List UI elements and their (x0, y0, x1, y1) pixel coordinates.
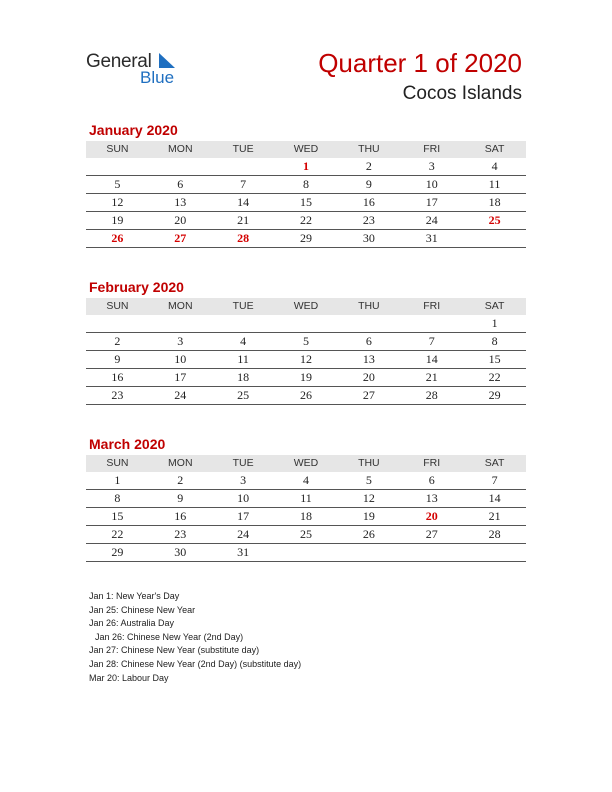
holiday-note: Jan 25: Chinese New Year (89, 604, 196, 615)
day-cell: 5 (114, 177, 121, 191)
day-cell: 3 (428, 159, 435, 173)
week-row (86, 508, 526, 526)
day-cell: 22 (111, 527, 124, 541)
week-row (86, 387, 526, 405)
day-cell: 14 (425, 352, 438, 366)
weekday-header (86, 141, 526, 158)
day-cell: 18 (237, 370, 250, 384)
week-row (86, 544, 526, 562)
day-cell: 19 (362, 509, 375, 523)
week-row (86, 194, 526, 212)
week-row (86, 158, 526, 176)
day-cell: 7 (428, 334, 435, 348)
weekday-label: TUE (232, 457, 254, 469)
month-name: March 2020 (89, 436, 166, 452)
day-cell: 4 (491, 159, 498, 173)
week-row (86, 472, 526, 490)
day-cell (400, 544, 463, 561)
day-cell: 1 (114, 473, 121, 487)
holiday-note: Jan 26: Chinese New Year (2nd Day) (95, 631, 244, 642)
week-row (86, 490, 526, 508)
day-cell: 20 (362, 370, 375, 384)
day-cell: 20 (425, 509, 438, 523)
day-cell: 22 (488, 370, 501, 384)
day-cell: 28 (488, 527, 501, 541)
day-cell: 30 (362, 231, 375, 245)
day-cell: 29 (300, 231, 312, 245)
day-cell (149, 315, 212, 332)
day-cell: 1 (491, 316, 498, 330)
day-cell (86, 158, 149, 175)
day-cell: 15 (111, 509, 124, 523)
day-cell: 28 (425, 388, 438, 402)
day-cell: 13 (174, 195, 187, 209)
day-cell: 6 (428, 473, 435, 487)
weekday-label: MON (168, 143, 193, 155)
day-cell: 29 (488, 388, 501, 402)
day-cell: 17 (425, 195, 438, 209)
weekday-label: FRI (423, 143, 441, 155)
day-cell: 22 (300, 213, 312, 227)
day-cell (400, 315, 463, 332)
day-cell: 18 (300, 509, 312, 523)
day-cell: 31 (237, 545, 250, 559)
day-cell: 8 (491, 334, 498, 348)
day-cell: 9 (177, 491, 184, 505)
weekday-label: SUN (106, 143, 129, 155)
day-cell: 13 (425, 491, 438, 505)
day-cell: 27 (425, 527, 438, 541)
day-cell: 24 (425, 213, 438, 227)
day-cell: 14 (488, 491, 501, 505)
page-subtitle: Cocos Islands (402, 83, 522, 104)
day-cell: 16 (111, 370, 124, 384)
weekday-label: MON (168, 457, 193, 469)
day-cell: 10 (174, 352, 187, 366)
day-cell: 26 (362, 527, 375, 541)
day-cell: 2 (365, 159, 372, 173)
day-cell: 7 (491, 473, 498, 487)
month-name: February 2020 (89, 279, 184, 295)
weekday-label: FRI (423, 457, 441, 469)
day-cell: 16 (362, 195, 375, 209)
weekday-header (86, 298, 526, 315)
day-cell: 2 (114, 334, 121, 348)
day-cell: 14 (237, 195, 250, 209)
logo (86, 51, 186, 91)
day-cell (337, 544, 400, 561)
day-cell: 28 (237, 231, 250, 245)
day-cell: 26 (300, 388, 312, 402)
day-cell: 25 (300, 527, 312, 541)
weekday-label: TUE (232, 300, 254, 312)
day-cell (149, 158, 212, 175)
logo-blue-text: Blue (140, 68, 175, 87)
day-cell: 30 (174, 545, 187, 559)
day-cell: 18 (488, 195, 501, 209)
day-cell (463, 544, 526, 561)
day-cell: 25 (237, 388, 250, 402)
day-cell: 23 (362, 213, 375, 227)
weekday-label: WED (293, 457, 319, 469)
day-cell: 12 (300, 352, 312, 366)
day-cell: 9 (114, 352, 121, 366)
weekday-label: FRI (423, 300, 441, 312)
day-cell (212, 315, 275, 332)
day-cell (212, 158, 275, 175)
holiday-note: Jan 27: Chinese New Year (substitute day) (89, 645, 260, 656)
day-cell: 15 (488, 352, 501, 366)
weekday-label: WED (293, 300, 319, 312)
page-title: Quarter 1 of 2020 (318, 48, 522, 78)
week-row (86, 176, 526, 194)
day-cell: 7 (240, 177, 247, 191)
day-cell: 5 (303, 334, 309, 348)
day-cell: 24 (174, 388, 187, 402)
day-cell: 21 (237, 213, 250, 227)
day-cell: 27 (174, 231, 187, 245)
weekday-header (86, 455, 526, 472)
weekday-label: SUN (106, 300, 129, 312)
month-calendar (86, 121, 526, 248)
day-cell (337, 315, 400, 332)
week-row (86, 369, 526, 387)
day-cell: 15 (300, 195, 312, 209)
day-cell: 11 (237, 352, 249, 366)
week-row (86, 230, 526, 248)
day-cell (275, 544, 338, 561)
month-calendar (86, 435, 526, 562)
day-cell: 12 (111, 195, 124, 209)
day-cell: 3 (240, 473, 247, 487)
day-cell: 11 (300, 491, 312, 505)
weekday-label: THU (358, 300, 380, 312)
day-cell: 21 (425, 370, 438, 384)
day-cell: 5 (365, 473, 372, 487)
holiday-note: Jan 26: Australia Day (89, 618, 175, 629)
day-cell: 8 (303, 177, 309, 191)
week-row (86, 212, 526, 230)
day-cell: 19 (300, 370, 312, 384)
day-cell: 6 (177, 177, 184, 191)
weekday-label: SAT (484, 300, 505, 312)
day-cell (463, 230, 526, 247)
logo-triangle-icon (159, 53, 175, 69)
day-cell: 8 (114, 491, 121, 505)
day-cell: 29 (111, 545, 124, 559)
weekday-label: SAT (484, 457, 505, 469)
week-row (86, 315, 526, 333)
holiday-note: Jan 28: Chinese New Year (2nd Day) (substitute day) (89, 658, 302, 669)
holiday-note: Jan 1: New Year's Day (89, 591, 180, 601)
day-cell: 6 (365, 334, 372, 348)
weekday-label: WED (293, 143, 319, 155)
day-cell: 19 (111, 213, 124, 227)
week-row (86, 526, 526, 544)
day-cell: 10 (425, 177, 438, 191)
holiday-notes (89, 590, 301, 685)
month-name: January 2020 (89, 122, 178, 138)
weekday-label: SAT (484, 143, 505, 155)
weekday-label: THU (358, 457, 380, 469)
day-cell: 13 (362, 352, 375, 366)
day-cell: 20 (174, 213, 187, 227)
weekday-label: SUN (106, 457, 129, 469)
day-cell: 2 (177, 473, 184, 487)
week-row (86, 351, 526, 369)
weekday-label: TUE (232, 143, 254, 155)
day-cell: 11 (488, 177, 501, 191)
week-row (86, 333, 526, 351)
day-cell: 17 (237, 509, 250, 523)
day-cell: 25 (488, 213, 501, 227)
day-cell: 12 (362, 491, 375, 505)
day-cell: 9 (365, 177, 372, 191)
day-cell: 17 (174, 370, 187, 384)
day-cell: 3 (177, 334, 184, 348)
month-calendar (86, 278, 526, 405)
day-cell: 1 (303, 159, 309, 173)
day-cell: 4 (240, 334, 247, 348)
day-cell: 23 (111, 388, 124, 402)
day-cell: 10 (237, 491, 250, 505)
weekday-label: MON (168, 300, 193, 312)
day-cell: 26 (111, 231, 124, 245)
day-cell (275, 315, 338, 332)
day-cell: 4 (303, 473, 309, 487)
day-cell: 21 (488, 509, 501, 523)
holiday-note: Mar 20: Labour Day (89, 672, 169, 683)
day-cell (86, 315, 149, 332)
day-cell: 27 (362, 388, 375, 402)
day-cell: 31 (425, 231, 438, 245)
day-cell: 23 (174, 527, 187, 541)
logo-general-text: General (86, 51, 152, 72)
weekday-label: THU (358, 143, 380, 155)
day-cell: 24 (237, 527, 250, 541)
day-cell: 16 (174, 509, 187, 523)
